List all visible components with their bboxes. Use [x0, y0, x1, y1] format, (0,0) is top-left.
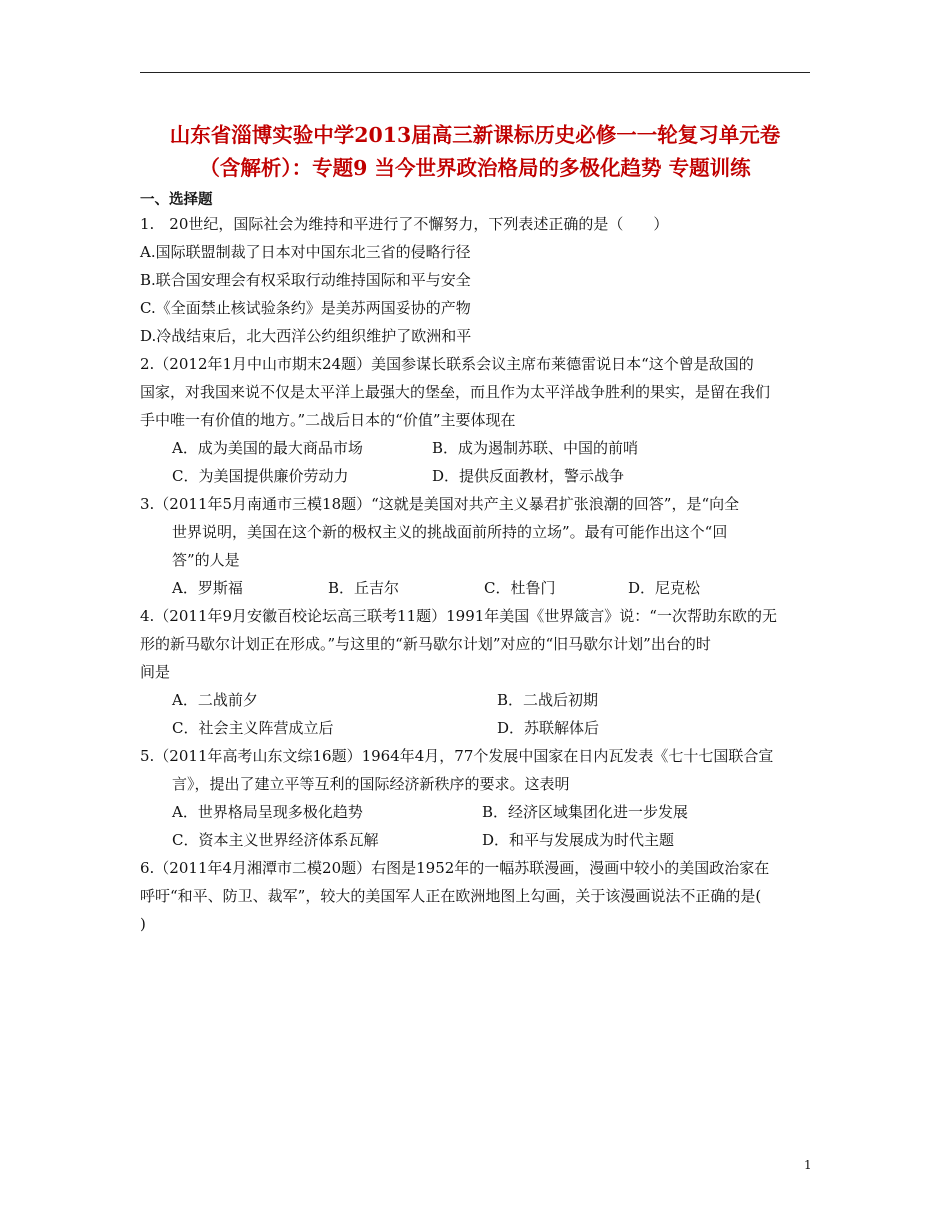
- question-2-stem-line-2: 国家，对我国来说不仅是太平洋上最强大的堡垒，而且作为太平洋战争胜利的果实，是留在我们: [140, 383, 771, 401]
- question-5-stem-line-1: 5.（2011年高考山东文综16题）1964年4月，77个发展中国家在日内瓦发表《七十七国联合宣: [140, 747, 774, 765]
- question-5-stem-line-2: 言》，提出了建立平等互利的国际经济新秩序的要求。这表明: [172, 775, 570, 793]
- question-4-stem-line-3: 间是: [140, 663, 171, 681]
- question-2-option-c: C．为美国提供廉价劳动力: [172, 467, 349, 485]
- question-3-stem-line-2: 世界说明，美国在这个新的极权主义的挑战面前所持的立场”。最有可能作出这个“回: [172, 523, 728, 541]
- question-6-stem-line-3: ): [140, 915, 146, 933]
- question-5-option-c: C．资本主义世界经济体系瓦解: [172, 831, 379, 849]
- section-heading: 一、选择题: [140, 192, 213, 208]
- question-3-option-a: A．罗斯福: [172, 579, 243, 597]
- question-6-stem-line-2: 呼吁“和平、防卫、裁军”，较大的美国军人正在欧洲地图上勾画，关于该漫画说法不正确的是(: [140, 887, 762, 905]
- question-2-option-d: D．提供反面教材，警示战争: [432, 467, 625, 485]
- question-1-option-d: D.冷战结束后，北大西洋公约组织维护了欧洲和平: [140, 327, 472, 345]
- question-3-option-d: D．尼克松: [628, 579, 701, 597]
- question-1-stem: 1. 20世纪，国际社会为维持和平进行了不懈努力，下列表述正确的是（ ）: [140, 215, 669, 233]
- question-3-option-b: B．丘吉尔: [328, 579, 400, 597]
- page-number: 1: [804, 1158, 812, 1172]
- question-1-option-c: C.《全面禁止核试验条约》是美苏两国妥协的产物: [140, 299, 471, 317]
- question-2-stem-line-3: 手中唯一有价值的地方。”二战后日本的“价值”主要体现在: [140, 411, 516, 429]
- question-5-option-b: B．经济区域集团化进一步发展: [482, 803, 689, 821]
- question-5-option-a: A．世界格局呈现多极化趋势: [172, 803, 363, 821]
- header-rule: [140, 72, 810, 73]
- question-3-stem-line-1: 3.（2011年5月南通市三模18题）“这就是美国对共产主义暴君扩张浪潮的回答”，是“向全: [140, 495, 740, 513]
- question-4-option-a: A．二战前夕: [172, 691, 258, 709]
- question-4-stem-line-2: 形的新马歇尔计划正在形成。”与这里的“新马歇尔计划”对应的“旧马歇尔计划”出台的时: [140, 635, 711, 653]
- question-4-option-d: D．苏联解体后: [497, 719, 600, 737]
- question-1-option-a: A.国际联盟制裁了日本对中国东北三省的侵略行径: [140, 243, 471, 261]
- question-1-option-b: B.联合国安理会有权采取行动维持国际和平与安全: [140, 271, 471, 289]
- question-4-option-c: C．社会主义阵营成立后: [172, 719, 334, 737]
- question-2-option-a: A．成为美国的最大商品市场: [172, 439, 363, 457]
- question-3-stem-line-3: 答”的人是: [172, 551, 240, 569]
- document-title-line-1: 山东省淄博实验中学2013届高三新课标历史必修一一轮复习单元卷: [169, 123, 781, 147]
- question-4-option-b: B．二战后初期: [497, 691, 599, 709]
- document-title-line-2: （含解析）：专题9 当今世界政治格局的多极化趋势 专题训练: [199, 156, 751, 180]
- question-3-option-c: C．杜鲁门: [484, 579, 556, 597]
- question-2-option-b: B．成为遏制苏联、中国的前哨: [432, 439, 639, 457]
- question-2-stem-line-1: 2.（2012年1月中山市期末24题）美国参谋长联系会议主席布莱德雷说日本“这个曾是敌国的: [140, 355, 754, 373]
- question-6-stem-line-1: 6.（2011年4月湘潭市二模20题）右图是1952年的一幅苏联漫画，漫画中较小的美国政治家在: [140, 859, 770, 877]
- question-4-stem-line-1: 4.（2011年9月安徽百校论坛高三联考11题）1991年美国《世界箴言》说：“一次帮助东欧的无: [140, 607, 777, 625]
- question-5-option-d: D．和平与发展成为时代主题: [482, 831, 675, 849]
